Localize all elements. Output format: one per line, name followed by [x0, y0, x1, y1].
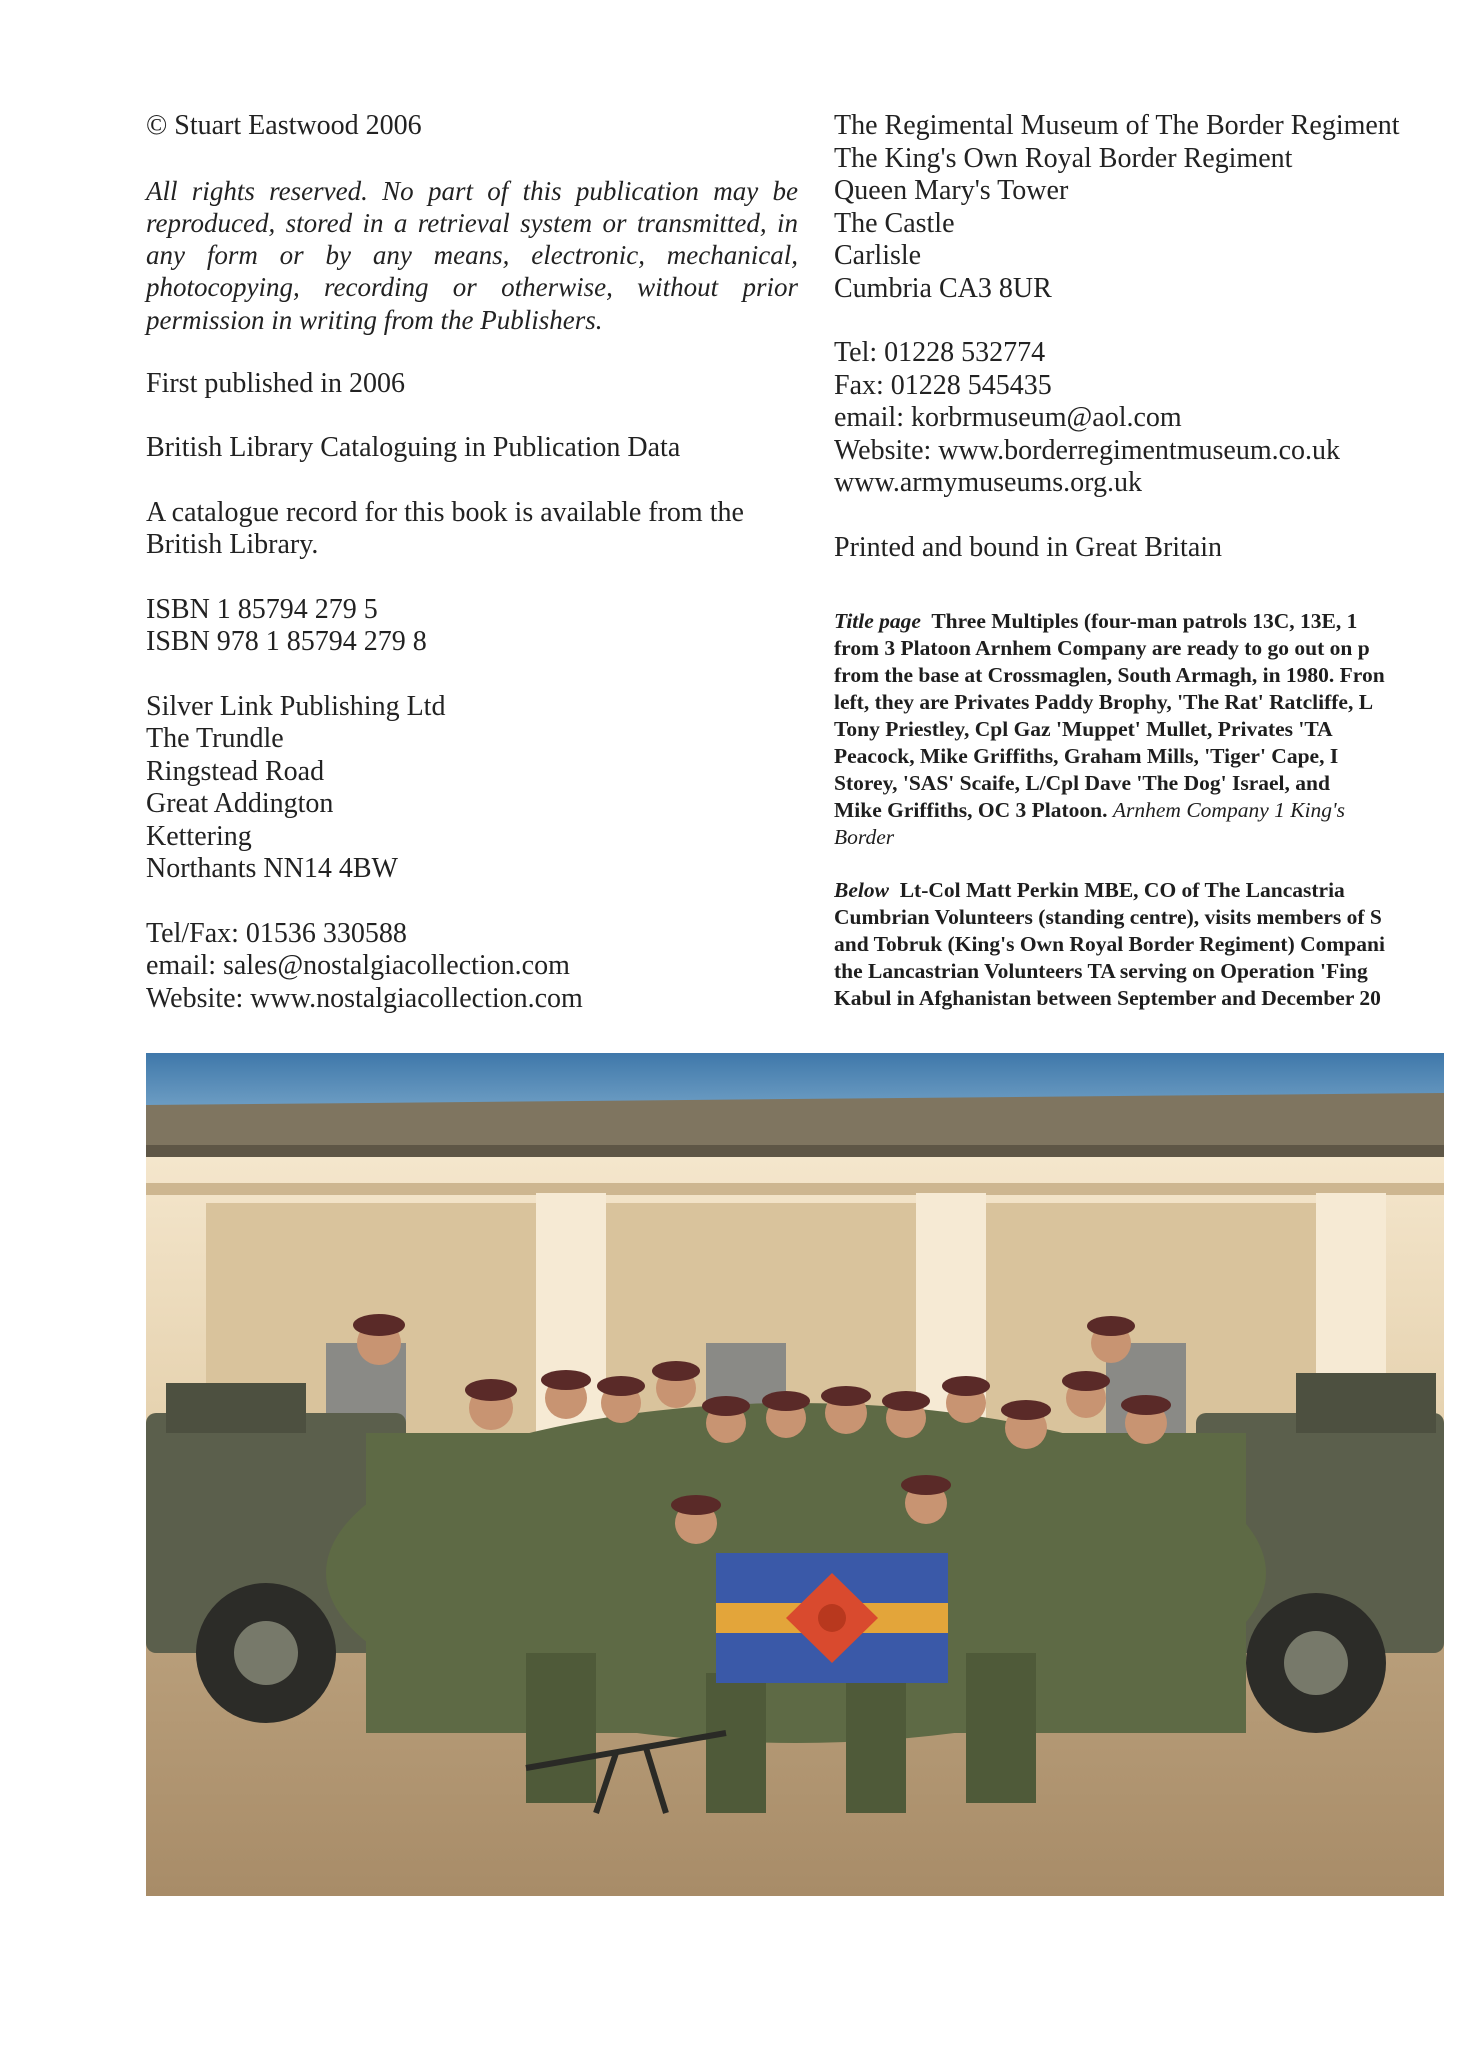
publisher-website: Website: www.nostalgiacollection.com: [146, 982, 583, 1014]
caption-line: Cumbrian Volunteers (standing centre), visits members of S: [834, 905, 1382, 929]
caption-line: Mike Griffiths, OC 3 Platoon.: [834, 798, 1108, 822]
museum-contact: [834, 337, 1467, 500]
caption-line: Tony Priestley, Cpl Gaz 'Muppet' Mullet, Privates 'TA: [834, 717, 1333, 741]
publisher-email: email: sales@nostalgiacollection.com: [146, 950, 570, 982]
rights-line: any form or by any means, electronic, mechanical,: [146, 240, 798, 271]
address-line: Northants NN14 4BW: [146, 853, 398, 885]
first-published: First published in 2006: [146, 367, 406, 399]
address-line: The King's Own Royal Border Regiment: [834, 142, 1293, 174]
rights-line: permission in writing from the Publishers.: [146, 304, 603, 335]
regimental-flag: [716, 1553, 948, 1683]
publisher-contact: [146, 918, 798, 1016]
publisher-tel: Tel/Fax: 01536 330588: [146, 917, 407, 949]
roof-edge: [146, 1145, 1444, 1159]
museum-email: email: korbrmuseum@aol.com: [834, 402, 1182, 433]
caption-line: left, they are Privates Paddy Brophy, 'The Rat' Ratcliffe, L: [834, 690, 1374, 714]
museum-website: Website: www.borderregimentmuseum.co.uk: [834, 434, 1341, 466]
right-column: [834, 110, 1467, 1038]
title-page-caption: [834, 608, 1467, 877]
rights-line: reproduced, stored in a retrieval system or transmitted, in: [146, 207, 798, 238]
museum-tel: Tel: 01228 532774: [834, 337, 1046, 368]
caption-line: Kabul in Afghanistan between September and December 20: [834, 986, 1381, 1010]
caption-line: Lt-Col Matt Perkin MBE, CO of The Lancastria: [899, 878, 1345, 902]
address-line: Silver Link Publishing Ltd: [146, 690, 446, 722]
caption-line: Three Multiples (four-man patrols 13C, 13E, 1: [931, 609, 1358, 633]
museum-fax: Fax: 01228 545435: [834, 369, 1052, 401]
cataloguing-heading: British Library Cataloguing in Publication Data: [146, 432, 681, 464]
left-column: [146, 110, 798, 1047]
isbn-list: [146, 594, 798, 659]
caption-line: from 3 Platoon Arnhem Company are ready to go out on p: [834, 636, 1370, 660]
address-line: The Castle: [834, 207, 955, 239]
address-line: Great Addington: [146, 788, 334, 820]
caption-line: from the base at Crossmaglen, South Armagh, in 1980. Fron: [834, 663, 1385, 687]
catalogue-line: British Library.: [146, 529, 319, 561]
caption-line: Peacock, Mike Griffiths, Graham Mills, 'Tiger' Cape, I: [834, 744, 1339, 768]
photo-credit-end: Border: [834, 825, 895, 849]
address-line: Kettering: [146, 820, 252, 852]
address-line: Carlisle: [834, 240, 922, 271]
caption-line: Storey, 'SAS' Scaife, L/Cpl Dave 'The Dog' Israel, and: [834, 771, 1330, 795]
isbn-10: ISBN 1 85794 279 5: [146, 593, 378, 625]
address-line: Ringstead Road: [146, 755, 325, 787]
rights-line: photocopying, recording or otherwise, without prior: [146, 272, 798, 303]
printed-notice: Printed and bound in Great Britain: [834, 531, 1223, 563]
caption-lead: Title page: [834, 609, 921, 633]
rights-line: All rights reserved. No part of this publication may be: [146, 175, 798, 206]
caption-line: the Lancastrian Volunteers TA serving on Operation 'Fing: [834, 959, 1368, 983]
address-line: The Trundle: [146, 723, 284, 755]
group-photo-illustration: [146, 1053, 1444, 1896]
rights-statement: [146, 175, 798, 336]
museums-website: www.armymuseums.org.uk: [834, 467, 1142, 498]
caption-lead: Below: [834, 878, 889, 902]
address-line: Cumbria CA3 8UR: [834, 272, 1052, 304]
caption-line: and Tobruk (King's Own Royal Border Regiment) Compani: [834, 932, 1385, 956]
group-photo: [146, 1053, 1444, 1896]
publisher-address: [146, 691, 798, 886]
copyright-notice: © Stuart Eastwood 2006: [146, 110, 422, 141]
museum-address: [834, 110, 1467, 305]
catalogue-line: A catalogue record for this book is available from the: [146, 496, 744, 528]
catalogue-record: [146, 497, 798, 562]
colonnade-beam: [146, 1183, 1444, 1195]
address-line: Queen Mary's Tower: [834, 175, 1069, 206]
below-caption: [834, 877, 1467, 1038]
isbn-13: ISBN 978 1 85794 279 8: [146, 626, 427, 658]
address-line: The Regimental Museum of The Border Regiment: [834, 110, 1400, 141]
photo-credit: Arnhem Company 1 King's: [1112, 798, 1346, 822]
